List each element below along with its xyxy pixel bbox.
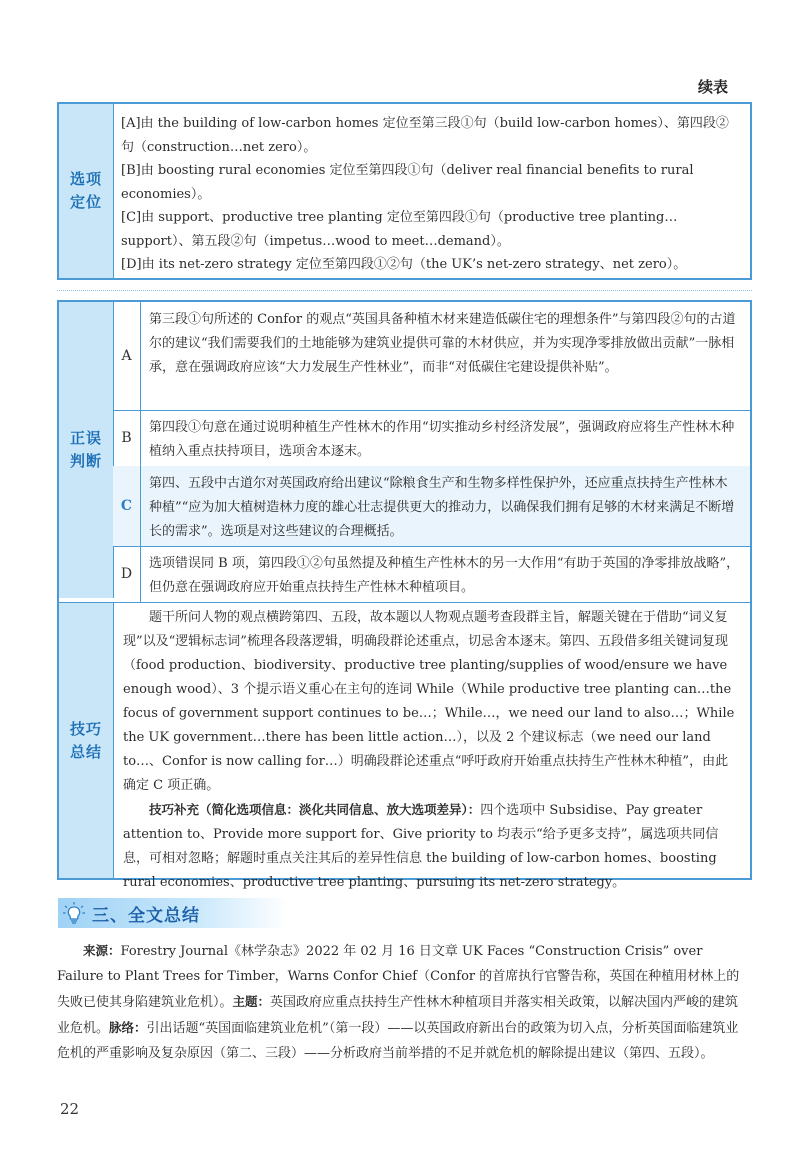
location-line-a: [A]由 the building of low-carbon homes 定位至第三段①句（build low-carbon homes）、第四段②句（construction…net zero）。	[121, 116, 729, 155]
judgment-table	[57, 300, 752, 890]
skills-label: 技巧总结	[70, 719, 103, 761]
tip-text: 四个选项中 Subsidise、Pay greater attention to、Provide more support for、Give priority to 均表示“给予更多支持”，属选项共同信息，可相对忽略；解题时重点关注其后的差异性信息 the building of low-carbon homes、boosting rural economies、productive tree planting、pursuing its net-zero strategy。	[123, 803, 719, 890]
judgment-label: 正误判断	[70, 429, 103, 470]
skills-text	[123, 606, 740, 895]
row-text: 第四段①句意在通过说明种植生产性林木的作用“切实推动乡村经济发展”，强调政府应将生产性林木种植纳入重点扶持项目，选项舍本逐末。	[149, 420, 735, 459]
divider	[57, 290, 752, 291]
table-label-cell	[59, 302, 114, 598]
location-line-d: [D]由 its net-zero strategy 定位至第四段①②句（the UK’s net-zero strategy、net zero）。	[121, 257, 687, 272]
judgment-row-d	[113, 546, 750, 603]
judgment-row-a	[113, 302, 750, 411]
row-text: 第三段①句所述的 Confor 的观点“英国具备种植木材来建造低碳住宅的理想条件”与第四段②句的古道尔的建议“我们需要我们的土地能够为建筑业提供可靠的木材供应，并为实现净零排放做出贡献”一脉相承，意在强调政府应该“大力发展生产性林业”，而非“对低碳住宅建设提供补贴”。	[149, 312, 736, 375]
option-location-table	[57, 102, 752, 280]
full-text-summary	[57, 938, 750, 1066]
continued-table-label: 续表	[697, 78, 728, 96]
row-letter: C	[113, 466, 141, 546]
source-label: 来源：	[83, 943, 121, 958]
location-line-b: [B]由 boosting rural economies 定位至第四段①句（deliver real financial benefits to rural economies）。	[121, 163, 694, 202]
skills-paragraph: 题干所问人物的观点横跨第四、五段，故本题以人物观点题考查段群主旨，解题关键在于借助“词义复现”以及“逻辑标志词”梳理各段落逻辑，明确段群论述重点，切忌舍本逐末。第四、五段借多组关键词复现（food production、biodiversity、productive tree planting/supplies of wood/ensure we have enough wood）、3 个提示语义重心在主句的连词 While（While productive tree planting can…the focus of government support continues to be…；While…，we need our land to also…；While the UK government…there has been little action…），以及 2 个建议标志（we need our land to…、Confor is now calling for…）明确段群论述重点“呼吁政府开始重点扶持生产性林木种植”，由此确定 C 项正确。	[123, 610, 735, 793]
flow-text: 引出话题“英国面临建筑业危机”（第一段）——以英国政府新出台的政策为切入点，分析英国面临建筑业危机的严重影响及复杂原因（第二、三段）——分析政府当前举措的不足并就危机的解除提出建议（第四、五段）。	[57, 1021, 739, 1061]
summary-paragraph	[57, 938, 750, 1066]
row-text: 第四、五段中古道尔对英国政府给出建议“除粮食生产和生物多样性保护外，还应重点扶持生产性林木种植”“应为加大植树造林力度的雄心壮志提供更大的推动力，以确保我们拥有足够的木材来满足不断增长的需求”。选项是对这些建议的合理概括。	[149, 476, 735, 539]
option-location-body	[121, 112, 740, 277]
skills-cell	[113, 602, 750, 890]
row-text: 选项错误同 B 项，第四段①②句虽然提及种植生产性林木的另一大作用“有助于英国的净零排放战略”，但仍意在强调政府应开始重点扶持生产性林木种植项目。	[149, 556, 740, 595]
flow-label: 脉络：	[109, 1020, 147, 1035]
table-label-cell	[59, 104, 114, 278]
row-letter: A	[113, 302, 141, 410]
option-location-label: 选项定位	[70, 170, 103, 211]
table-label-cell	[59, 602, 114, 878]
judgment-row-c	[113, 466, 750, 547]
section-header	[58, 898, 288, 928]
page-number: 22	[60, 1100, 80, 1118]
location-line-c: [C]由 support、productive tree planting 定位至第四段①句（productive tree planting…support）、第五段②句（impetus…wood to meet…demand）。	[121, 210, 678, 249]
tip-heading: 技巧补充（简化选项信息：淡化共同信息、放大选项差异）：	[149, 802, 481, 817]
theme-text: 英国政府应重点扶持生产性林木种植项目并落实相关政策，以解决国内严峻的建筑业危机。	[57, 995, 739, 1036]
skills-tip	[123, 798, 740, 895]
section-title: 三、全文总结	[92, 906, 200, 926]
row-letter: D	[113, 546, 141, 602]
judgment-row-b	[113, 410, 750, 467]
source-text: Forestry Journal《林学杂志》2022 年 02 月 16 日文章 UK Faces “Construction Crisis” over Failure to Plant Trees for Timber，Warns Confor Chief（Confor 的首席执行官警告称，英国在种植用材林上的失败已使其身陷建筑业危机）。	[57, 944, 740, 1010]
row-letter: B	[113, 410, 141, 466]
theme-label: 主题：	[232, 994, 271, 1009]
lightbulb-icon	[62, 901, 86, 925]
